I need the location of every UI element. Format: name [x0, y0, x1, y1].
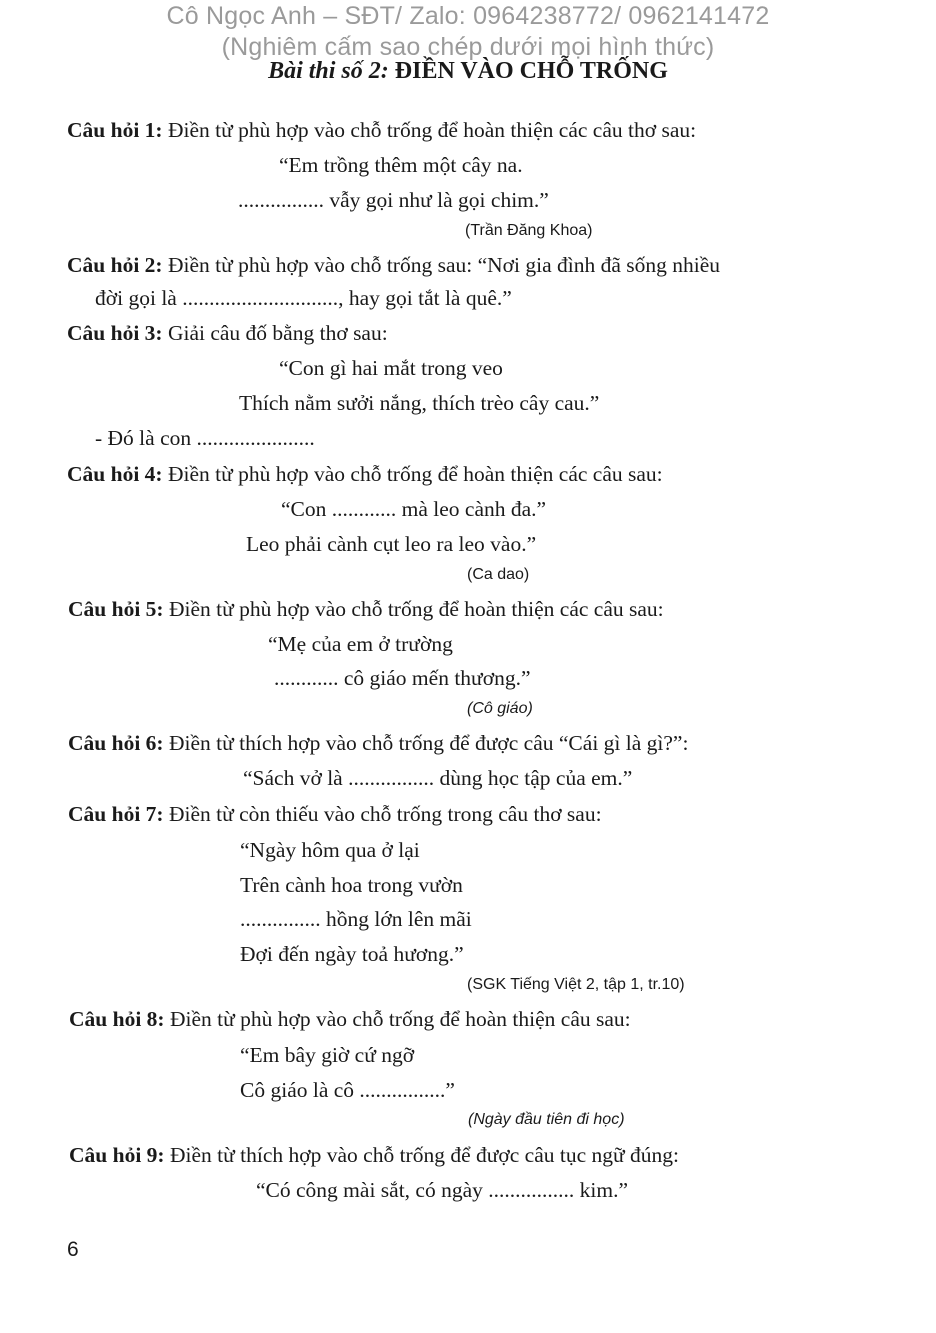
- question-text: Điền từ phù hợp vào chỗ trống để hoàn thiện các câu sau:: [162, 462, 663, 486]
- question-label: Câu hỏi 6:: [68, 731, 164, 755]
- question-9: [69, 1141, 679, 1169]
- question-label: Câu hỏi 5:: [68, 597, 164, 621]
- verse-line-blank: “Con ............ mà leo cành đa.”: [281, 497, 547, 521]
- verse-line-blank: ................ vẫy gọi như là gọi chim.”: [238, 188, 549, 212]
- verse-line: Đợi đến ngày toả hương.”: [240, 942, 464, 966]
- question-label: Câu hỏi 3:: [67, 321, 163, 345]
- question-label: Câu hỏi 4:: [67, 462, 163, 486]
- verse-line-blank: “Sách vở là ................ dùng học tập của em.”: [243, 766, 633, 790]
- question-text: Điền từ còn thiếu vào chỗ trống trong câu thơ sau:: [163, 802, 602, 826]
- question-3: [67, 319, 388, 347]
- title-prefix: Bài thi số 2:: [268, 58, 389, 84]
- verse-line: Thích nằm sưởi nắng, thích trèo cây cau.”: [239, 391, 600, 415]
- question-text: Điền từ thích hợp vào chỗ trống để được câu “Cái gì là gì?”:: [163, 731, 689, 755]
- verse-line: “Em bây giờ cứ ngỡ: [240, 1043, 415, 1067]
- question-text: Điền từ phù hợp vào chỗ trống sau: “Nơi gia đình đã sống nhiều: [162, 253, 721, 277]
- verse-line-blank: ............ cô giáo mến thương.”: [274, 666, 531, 690]
- question-2: [67, 251, 720, 279]
- question-label: Câu hỏi 2:: [67, 253, 163, 277]
- verse-line: “Ngày hôm qua ở lại: [240, 838, 420, 862]
- verse-line-blank: ............... hồng lớn lên mãi: [240, 907, 472, 931]
- question-label: Câu hỏi 1:: [67, 118, 163, 142]
- question-text: Điền từ phù hợp vào chỗ trống để hoàn thiện câu sau:: [164, 1007, 631, 1031]
- source-citation: (Ca dao): [467, 566, 530, 583]
- watermark-line-1: Cô Ngọc Anh – SĐT/ Zalo: 0964238772/ 0962141472: [166, 2, 770, 30]
- question-text: Điền từ thích hợp vào chỗ trống để được câu tục ngữ đúng:: [164, 1143, 680, 1167]
- verse-line: “Em trồng thêm một cây na.: [279, 153, 523, 177]
- source-citation: (Ngày đầu tiên đi học): [468, 1111, 625, 1128]
- verse-line: “Mẹ của em ở trường: [268, 632, 453, 656]
- question-label: Câu hỏi 9:: [69, 1143, 165, 1167]
- question-8: [69, 1005, 631, 1033]
- source-citation: (Trần Đăng Khoa): [465, 222, 593, 239]
- page-title: [0, 58, 936, 85]
- question-continuation: đời gọi là ............................., hay gọi tắt là quê.”: [95, 286, 512, 310]
- question-7: [68, 800, 602, 828]
- verse-line: Trên cành hoa trong vườn: [240, 873, 463, 897]
- watermark-line-2: (Nghiêm cấm sao chép dưới mọi hình thức): [221, 33, 715, 61]
- verse-line: Leo phải cành cụt leo ra leo vào.”: [246, 532, 537, 556]
- title-main: ĐIỀN VÀO CHỖ TRỐNG: [388, 58, 668, 84]
- verse-line-blank: “Có công mài sắt, có ngày ................ kim.”: [256, 1178, 628, 1202]
- source-citation: (SGK Tiếng Việt 2, tập 1, tr.10): [467, 976, 685, 993]
- source-citation: (Cô giáo): [467, 700, 533, 717]
- answer-line-blank: - Đó là con ......................: [95, 426, 315, 450]
- question-text: Điền từ phù hợp vào chỗ trống để hoàn thiện các câu thơ sau:: [162, 118, 697, 142]
- question-label: Câu hỏi 7:: [68, 802, 164, 826]
- verse-line-blank: Cô giáo là cô ................”: [240, 1078, 455, 1102]
- question-text: Giải câu đố bằng thơ sau:: [162, 321, 388, 345]
- question-label: Câu hỏi 8:: [69, 1007, 165, 1031]
- question-text: Điền từ phù hợp vào chỗ trống để hoàn thiện các câu sau:: [163, 597, 664, 621]
- page-number: 6: [67, 1238, 79, 1261]
- question-1: [67, 116, 696, 144]
- question-5: [68, 595, 664, 623]
- question-4: [67, 460, 663, 488]
- verse-line: “Con gì hai mắt trong veo: [279, 356, 503, 380]
- question-6: [68, 729, 688, 757]
